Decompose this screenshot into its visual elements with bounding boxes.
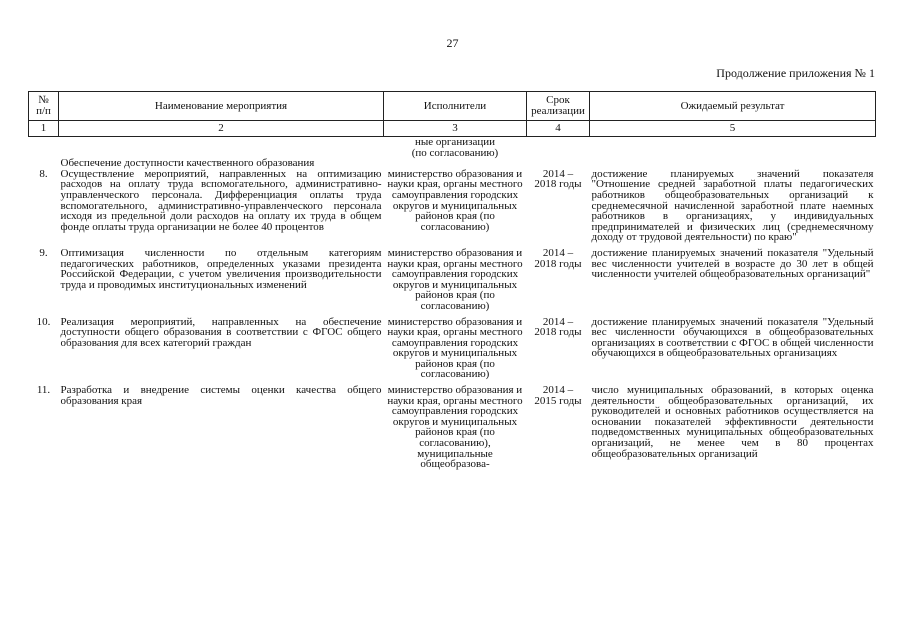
executors: министерство образования и науки края, органы местного самоуправления городских округов и муниципальных районов края (по согласованию), муниципальные общеобразова- (387, 384, 523, 471)
header-term: Срок реализации (527, 92, 590, 121)
executors: министерство образования и науки края, органы местного самоуправления городских округов и муниципальных районов края (по согласованию) (387, 315, 523, 381)
measure-name: Оптимизация численности по отдельным категориям педагогических работников, определенных указами президента Российской Федерации, с учетом увеличения производительности труда и проводимых институциональных изменений (60, 246, 382, 291)
carryover-executors: ные организации (по согласованию) (411, 136, 499, 159)
measure-name: Разработка и внедрение системы оценки качества общего образования края (60, 384, 382, 407)
table-row (29, 169, 876, 248)
column-numbers-row (29, 121, 876, 137)
expected-result: достижение планируемых значений показателя "Удельный вес численности обучающихся в общеобразовательных организациях в соответствии с ФГОС в общей численности обучающихся в общеобразовательных организациях (591, 315, 874, 360)
header-name: Наименование мероприятия (59, 92, 384, 121)
expected-result: достижение планируемых значений показателя "Удельный вес численности учителей в возрасте до 30 лет в общей численности учителей общеобразовательных организаций" (591, 246, 874, 281)
table-row (29, 248, 876, 317)
measure-name: Осуществление мероприятий, направленных на оптимизацию расходов на оплату труда вспомогательного, административно-управленческого персонала. Дифференциация оплаты труда вспомогательного, административно-управленческого персонала исходя из предельной доли расходов на оплату их труда в общем фонде оплаты труда организации не более 40 процентов (60, 167, 382, 233)
table-row (29, 385, 876, 475)
measures-table (28, 91, 876, 475)
executors: министерство образования и науки края, органы местного самоуправления городских округов и муниципальных районов края (по согласованию) (387, 246, 523, 312)
term: 2014 – 2018 годы (534, 246, 582, 270)
column-number: 2 (59, 121, 384, 137)
executors: министерство образования и науки края, органы местного самоуправления городских округов и муниципальных районов края (по согласованию) (387, 167, 523, 233)
row-number: 9. (39, 246, 48, 259)
section-title: Обеспечение доступности качественного образования (60, 157, 315, 170)
measure-name: Реализация мероприятий, направленных на обеспечение доступности общего образования в соответствии с ФГОС общего образования для всех категорий граждан (60, 315, 382, 349)
column-number: 5 (590, 121, 876, 137)
term: 2014 – 2015 годы (534, 384, 582, 407)
row-number: 11. (36, 384, 51, 397)
page-number: 27 (446, 36, 459, 50)
table-row (29, 317, 876, 386)
header-row (29, 92, 876, 121)
row-number: 8. (39, 167, 48, 180)
header-num: № п/п (29, 92, 59, 121)
column-number: 4 (527, 121, 590, 137)
expected-result: число муниципальных образований, в которых оценка деятельности общеобразовательных организаций, их руководителей и основных работников осуществляется на основании показателей эффективности деятельности подведомственных муниципальных общеобразовательных организаций, не менее чем в 80 процентах общеобразовательных организаций (591, 384, 874, 460)
carryover-row (29, 137, 876, 159)
header-result: Ожидаемый результат (590, 92, 876, 121)
column-number: 3 (384, 121, 527, 137)
column-number: 1 (29, 121, 59, 137)
row-number: 10. (36, 315, 51, 328)
continuation-label: Продолжение приложения № 1 (716, 66, 875, 80)
term: 2014 – 2018 годы (534, 315, 582, 339)
header-executors: Исполнители (384, 92, 527, 121)
term: 2014 – 2018 годы (534, 167, 582, 191)
expected-result: достижение планируемых значений показателя "Отношение средней заработной платы педагогических работников общеобразовательных организаций к среднемесячной начисленной заработной плате наемных работников в организациях, у индивидуальных предпринимателей и физических лиц (среднемесячному доходу от трудовой деятельности) по краю" (591, 167, 874, 244)
